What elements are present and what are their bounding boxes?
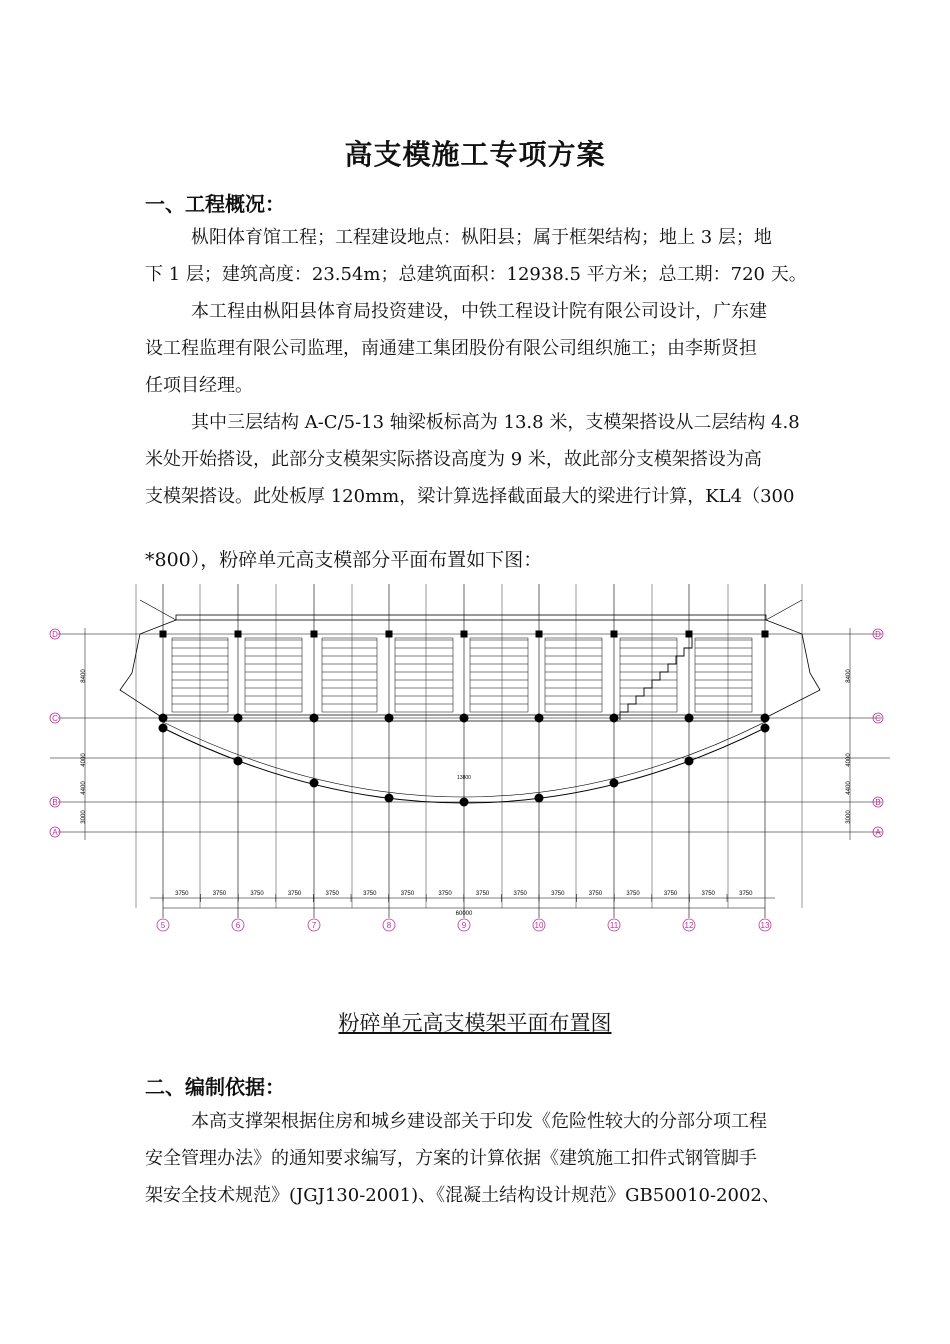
- paragraph-line: 任项目经理。: [145, 375, 253, 396]
- square-column: [461, 631, 468, 638]
- seating-block: [395, 638, 453, 712]
- round-column: [761, 724, 770, 733]
- top-beam: [176, 615, 766, 620]
- section-2-paragraph-1: [145, 1103, 810, 1214]
- seating-block: [695, 638, 752, 712]
- row-dimension-label: 4000: [81, 753, 87, 767]
- section-1-paragraph-2: [145, 293, 810, 404]
- section-1-paragraph-1: [145, 219, 810, 293]
- square-column: [160, 631, 167, 638]
- column-dimension-label: 3750: [663, 891, 678, 897]
- row-dimension-label: 3000: [81, 810, 87, 824]
- row-axis-label: D: [52, 630, 58, 639]
- round-column: [685, 757, 694, 766]
- paragraph-line: 架安全技术规范》(JGJ130-2001)、《混凝土结构设计规范》GB50010-2002、: [145, 1185, 780, 1206]
- round-column: [685, 714, 694, 723]
- paragraph-line: 枞阳体育馆工程；工程建设地点：枞阳县；属于框架结构；地上 3 层；地: [191, 227, 772, 248]
- column-dimension-label: 3750: [287, 891, 302, 897]
- seating-block: [470, 638, 528, 712]
- column-dimension-label: 3750: [325, 891, 339, 897]
- row-axis-label: A: [875, 828, 881, 837]
- column-dimension-label: 3750: [212, 891, 227, 897]
- row-axis-label: B: [875, 798, 881, 807]
- seating-block: [322, 638, 377, 712]
- column-axis-label: 11: [609, 921, 619, 930]
- column-dimension-label: 3750: [588, 891, 603, 897]
- paragraph-line: 安全管理办法》的通知要求编写，方案的计算依据《建筑施工扣件式钢管脚手: [145, 1148, 757, 1169]
- column-dimension-label: 3750: [513, 891, 527, 897]
- round-column: [610, 714, 619, 723]
- left-wing-outline: [120, 620, 176, 718]
- row-dimension-label: 8400: [846, 669, 852, 683]
- paragraph-line: 支模架搭设。此处板厚 120mm，梁计算选择截面最大的梁进行计算，KL4（300: [145, 486, 795, 507]
- column-dimension-label: 3750: [551, 891, 565, 897]
- round-column: [385, 794, 394, 803]
- round-column: [535, 714, 544, 723]
- column-dimension-label: 3750: [400, 891, 415, 897]
- right-wing-outline: [765, 620, 820, 718]
- paragraph-line: 本工程由枞阳县体育局投资建设，中铁工程设计院有限公司设计，广东建: [191, 301, 767, 322]
- row-axis-label: C: [52, 714, 58, 723]
- row-axis-label: C: [875, 714, 881, 723]
- round-column: [310, 779, 319, 788]
- column-dimension-label: 3750: [701, 891, 715, 897]
- column-dimension-label: 3750: [363, 891, 377, 897]
- total-dimension-label: 60000: [455, 911, 473, 917]
- round-column: [159, 714, 168, 723]
- column-dimension-label: 3750: [438, 891, 452, 897]
- section-2-heading: 二、编制依据：: [145, 1075, 285, 1099]
- square-column: [536, 631, 543, 638]
- floor-plan-drawing: [40, 578, 900, 936]
- paragraph-line: 设工程监理有限公司监理，南通建工集团股份有限公司组织施工；由李斯贤担: [145, 338, 757, 359]
- paragraph-line: 米处开始搭设，此部分支模架实际搭设高度为 9 米，故此部分支模架搭设为高: [145, 449, 762, 470]
- round-column: [535, 794, 544, 803]
- wing-edge: [766, 600, 802, 620]
- column-axis-label: 5: [160, 921, 166, 930]
- round-column: [761, 714, 770, 723]
- column-axis-label: 7: [311, 921, 317, 930]
- paragraph-line: 下 1 层；建筑高度：23.54m；总建筑面积：12938.5 平方米；总工期：720 天。: [145, 264, 807, 285]
- round-column: [159, 724, 168, 733]
- staircase: [620, 634, 692, 720]
- paragraph-line: 其中三层结构 A-C/5-13 轴梁板标高为 13.8 米，支模架搭设从二层结构 4.8: [191, 412, 800, 433]
- column-axis-label: 8: [386, 921, 392, 930]
- section-1-paragraph-3: [145, 404, 810, 515]
- elevation-label: 13800: [457, 775, 471, 781]
- row-dimension-label: 3000: [846, 810, 852, 824]
- round-column: [310, 714, 319, 723]
- column-dimension-label: 3750: [626, 891, 640, 897]
- wing-edge: [140, 600, 176, 620]
- plan-frame: [50, 584, 890, 931]
- document-title: 高支模施工专项方案: [344, 138, 606, 171]
- round-column: [234, 757, 243, 766]
- square-column: [762, 631, 769, 638]
- row-axis-label: D: [875, 630, 881, 639]
- paragraph-line: *800），粉碎单元高支模部分平面布置如下图：: [145, 549, 543, 571]
- row-dimension-label: 4000: [846, 753, 852, 767]
- row-dimension-label: 4400: [846, 781, 852, 795]
- square-column: [311, 631, 318, 638]
- round-column: [385, 714, 394, 723]
- row-dimension-label: 8400: [81, 669, 87, 683]
- figure-caption: 粉碎单元高支模架平面布置图: [338, 1011, 612, 1035]
- square-column: [235, 631, 242, 638]
- row-axis-label: A: [52, 828, 58, 837]
- paragraph-line: 本高支撑架根据住房和城乡建设部关于印发《危险性较大的分部分项工程: [191, 1111, 767, 1132]
- column-dimension-label: 3750: [739, 891, 753, 897]
- square-column: [686, 631, 693, 638]
- row-dimension-label: 4400: [81, 781, 87, 795]
- square-column: [611, 631, 618, 638]
- row-axis-label: B: [52, 798, 58, 807]
- column-axis-label: 6: [235, 921, 241, 930]
- seating-block: [545, 638, 602, 712]
- column-axis-label: 9: [461, 921, 467, 930]
- column-dimension-label: 3750: [475, 891, 490, 897]
- column-axis-label: 12: [684, 921, 694, 930]
- seating-block: [620, 638, 677, 712]
- column-dimension-label: 3750: [175, 891, 189, 897]
- round-column: [234, 714, 243, 723]
- round-column: [460, 714, 469, 723]
- column-axis-label: 13: [760, 921, 770, 930]
- square-column: [386, 631, 393, 638]
- section-1-paragraph-4: [145, 542, 810, 579]
- round-column: [460, 798, 469, 807]
- column-axis-label: 10: [534, 921, 544, 930]
- section-1-heading: 一、工程概况：: [145, 192, 285, 216]
- column-dimension-label: 3750: [250, 891, 264, 897]
- round-column: [610, 779, 619, 788]
- seating-block: [245, 638, 302, 712]
